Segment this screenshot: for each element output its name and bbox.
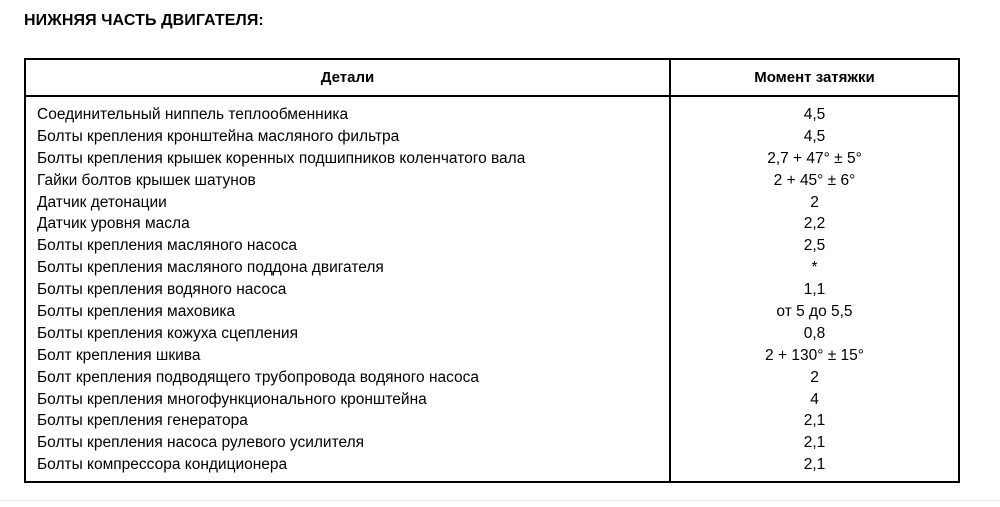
part-name: Болты крепления насоса рулевого усилителя <box>37 434 365 452</box>
table-row <box>26 323 958 345</box>
table-header-row <box>26 60 958 97</box>
table-row <box>26 213 958 235</box>
table-row <box>26 148 958 170</box>
torque-value: 1,1 <box>803 281 826 299</box>
part-name: Болты крепления водяного насоса <box>37 281 287 299</box>
torque-value: 2,1 <box>803 456 826 474</box>
page-heading: НИЖНЯЯ ЧАСТЬ ДВИГАТЕЛЯ: <box>24 12 264 29</box>
table-row <box>26 454 958 476</box>
torque-value: 2,5 <box>803 237 826 255</box>
part-name: Датчик детонации <box>37 193 167 211</box>
torque-value: 4,5 <box>803 106 826 123</box>
part-name: Болты крепления маховика <box>37 303 236 321</box>
table-row <box>26 367 958 389</box>
torque-value: 2,2 <box>803 215 826 233</box>
torque-value: * <box>811 259 818 277</box>
table-row <box>26 126 958 148</box>
part-name: Болты крепления масляного насоса <box>37 237 298 255</box>
part-name: Гайки болтов крышек шатунов <box>37 171 256 189</box>
part-name: Болт крепления подводящего трубопровода водяного насоса <box>37 368 480 386</box>
table-row <box>26 345 958 367</box>
torque-value: 4 <box>810 390 819 408</box>
part-name: Болты крепления крышек коренных подшипников коленчатого вала <box>37 149 526 167</box>
table-body <box>26 104 958 476</box>
part-name: Болты крепления генератора <box>37 412 248 430</box>
torque-value: 2,7 + 47° ± 5° <box>767 149 862 167</box>
torque-table <box>24 58 960 483</box>
part-name: Болты крепления кожуха сцепления <box>37 324 298 342</box>
header-torque: Момент затяжки <box>754 69 875 86</box>
table-row <box>26 104 958 126</box>
torque-value: 2 <box>810 368 819 386</box>
torque-value: 2 + 130° ± 15° <box>765 346 864 364</box>
part-name: Болты крепления масляного поддона двигателя <box>37 259 384 277</box>
table-row <box>26 389 958 411</box>
part-name: Болты крепления многофункционального кронштейна <box>37 390 427 408</box>
table-row <box>26 432 958 454</box>
torque-value: 4,5 <box>803 127 826 145</box>
part-name: Соединительный ниппель теплообменника <box>37 106 349 123</box>
header-parts: Детали <box>320 69 375 86</box>
part-name: Болт крепления шкива <box>37 346 201 364</box>
table-row <box>26 301 958 323</box>
torque-value: 2 <box>810 193 819 211</box>
part-name: Датчик уровня масла <box>37 215 190 233</box>
torque-value: 0,8 <box>803 324 826 342</box>
table-row <box>26 257 958 279</box>
table-row <box>26 170 958 192</box>
page-divider <box>0 500 1000 501</box>
table-row <box>26 279 958 301</box>
torque-value: от 5 до 5,5 <box>776 303 853 321</box>
torque-value: 2,1 <box>803 434 826 452</box>
torque-value: 2,1 <box>803 412 826 430</box>
table-row <box>26 235 958 257</box>
part-name: Болты крепления кронштейна масляного фильтра <box>37 127 400 145</box>
torque-value: 2 + 45° ± 6° <box>773 171 856 189</box>
table-row <box>26 192 958 214</box>
part-name: Болты компрессора кондиционера <box>37 456 288 474</box>
table-row <box>26 410 958 432</box>
